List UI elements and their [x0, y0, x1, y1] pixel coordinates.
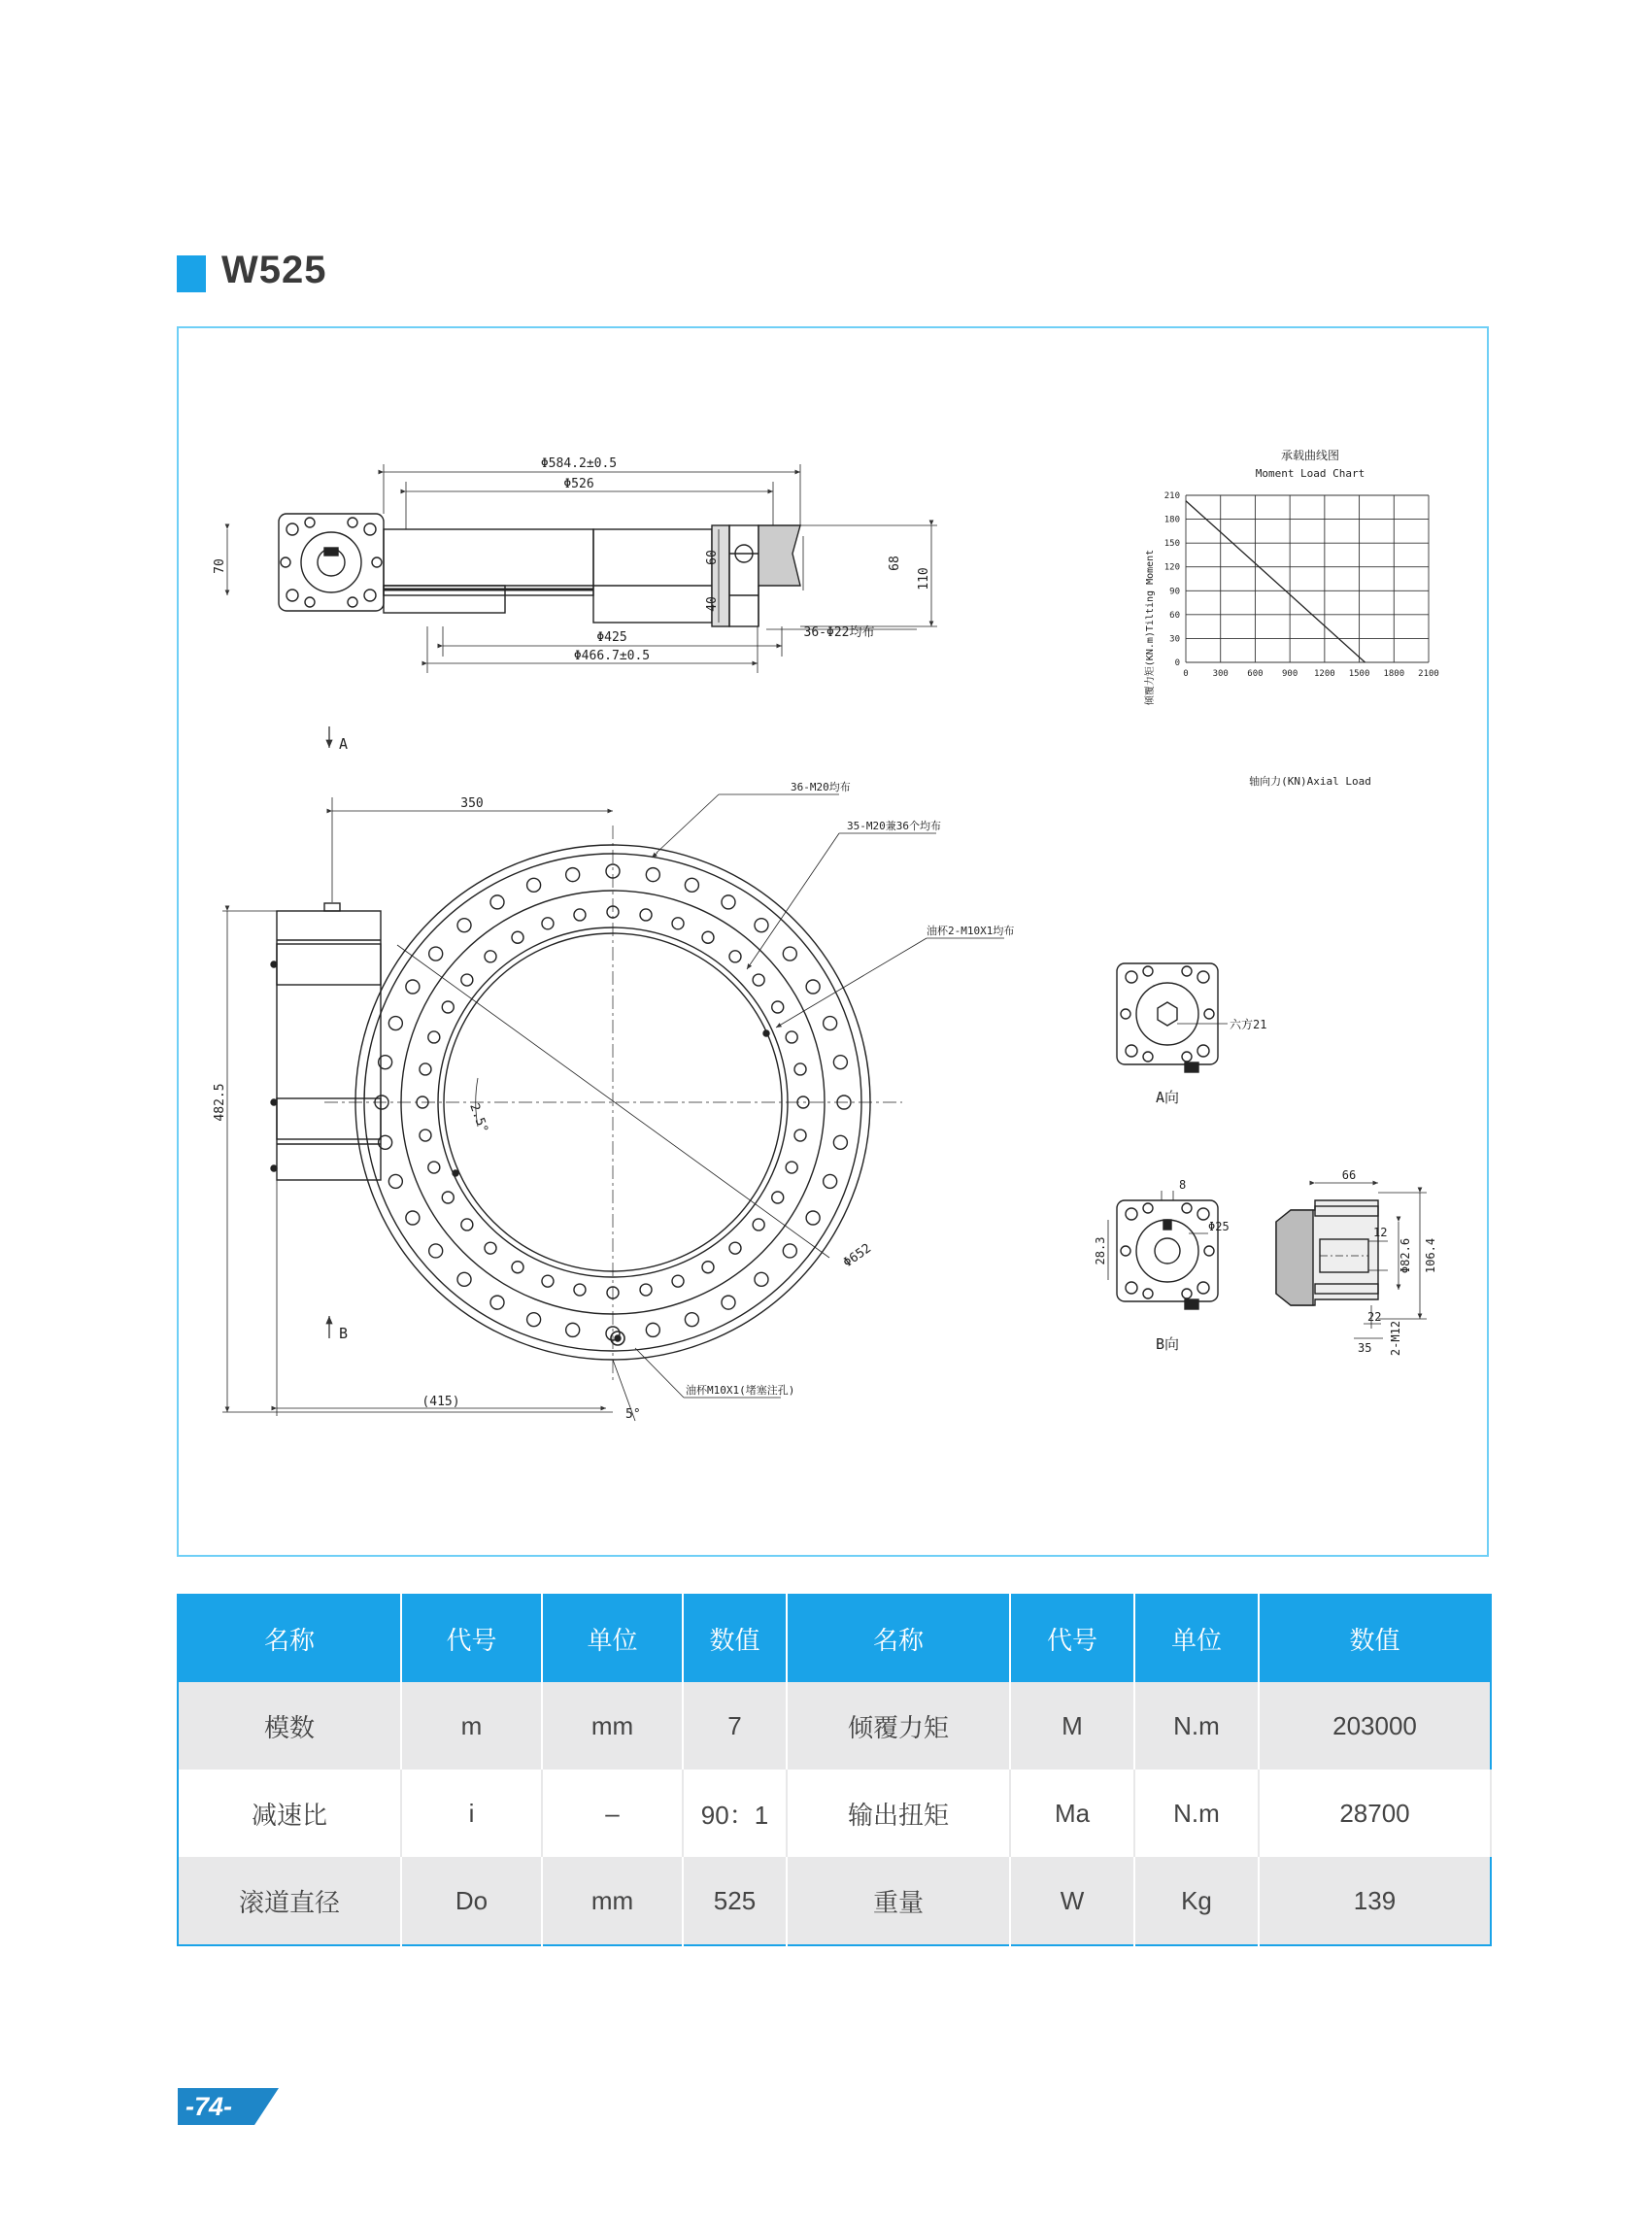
bolt-hole: [783, 1244, 796, 1258]
dim-8: 8: [1179, 1178, 1187, 1192]
table-cell: 重量: [787, 1857, 1010, 1945]
technical-drawing: [179, 328, 1491, 1559]
table-cell: 203000: [1259, 1682, 1491, 1770]
table-cell: 减速比: [178, 1770, 401, 1857]
table-cell: mm: [542, 1857, 683, 1945]
view-b: [1108, 1191, 1218, 1309]
table-cell: Do: [401, 1857, 542, 1945]
table-cell: 模数: [178, 1682, 401, 1770]
chart-title-cn: 承载曲线图: [1280, 449, 1340, 462]
table-cell: N.m: [1134, 1770, 1259, 1857]
note-36-d22: 36-Φ22均布: [803, 625, 875, 640]
bolt-hole: [640, 1284, 652, 1296]
note-35-m20: 35-M20兼36个均布: [847, 820, 941, 832]
moment-load-chart: [1143, 448, 1439, 788]
bolt-hole: [702, 1262, 714, 1273]
bolt-hole: [806, 980, 820, 994]
bolt-hole: [490, 895, 504, 909]
table-header-row: [178, 1595, 1491, 1682]
bolt-hole: [702, 931, 714, 943]
dim-110: 110: [917, 567, 931, 590]
dim-106-4: 106.4: [1424, 1237, 1437, 1274]
bolt-hole: [783, 947, 796, 961]
bolt-hole: [461, 974, 473, 986]
header-cell: 数值: [1259, 1595, 1491, 1682]
bolt-hole: [786, 1031, 797, 1043]
bolt-hole: [428, 1031, 440, 1043]
dim-35: 35: [1358, 1341, 1372, 1355]
bolt-hole: [527, 878, 541, 892]
table-cell: mm: [542, 1682, 683, 1770]
bolt-hole: [753, 1219, 764, 1230]
table-cell: 90：1: [683, 1770, 787, 1857]
table-cell: 滚道直径: [178, 1857, 401, 1945]
bolt-hole: [542, 1275, 554, 1287]
chart-title-en: Moment Load Chart: [1255, 467, 1365, 480]
chart-y-tick-label: 210: [1163, 491, 1180, 501]
chart-y-tick-label: 120: [1163, 562, 1180, 573]
bolt-hole: [574, 1284, 586, 1296]
bolt-hole: [824, 1017, 837, 1030]
label-b: B: [339, 1325, 349, 1342]
bolt-hole: [729, 951, 741, 962]
bolt-hole: [646, 868, 659, 882]
dim-415: (415): [421, 1395, 460, 1409]
chart-y-tick-label: 30: [1169, 634, 1180, 645]
table-cell: m: [401, 1682, 542, 1770]
view-a: [1117, 963, 1228, 1072]
chart-y-tick-label: 0: [1174, 658, 1180, 668]
bolt-hole: [388, 1017, 402, 1030]
bolt-hole: [406, 1211, 420, 1225]
bolt-hole: [806, 1211, 820, 1225]
bolt-hole: [685, 878, 698, 892]
dim-2-m12: 2-M12: [1389, 1320, 1402, 1357]
top-view: [227, 464, 937, 673]
chart-x-tick-label: 2100: [1418, 669, 1439, 679]
page-number: -74-: [185, 2092, 233, 2121]
bolt-hole: [755, 1272, 768, 1286]
table-cell: N.m: [1134, 1682, 1259, 1770]
dim-12: 12: [1373, 1226, 1388, 1239]
bolt-hole: [824, 1174, 837, 1188]
bolt-hole: [722, 895, 735, 909]
chart-x-tick-label: 300: [1212, 669, 1229, 679]
bolt-hole: [512, 1262, 523, 1273]
bolt-hole: [794, 1129, 806, 1141]
bolt-hole: [786, 1162, 797, 1173]
bolt-hole: [461, 1219, 473, 1230]
bolt-hole: [755, 919, 768, 932]
table-cell: Ma: [1010, 1770, 1134, 1857]
note-grease-1: 油杯M10X1(堵塞注孔): [686, 1384, 795, 1397]
bolt-hole: [485, 951, 496, 962]
bolt-hole: [672, 918, 684, 929]
header-cell: 单位: [1134, 1595, 1259, 1682]
chart-y-ticks: [1164, 491, 1180, 668]
dim-d82-6: Φ82.6: [1399, 1237, 1412, 1274]
table-cell: 7: [683, 1682, 787, 1770]
bolt-hole: [566, 1323, 580, 1336]
chart-y-tick-label: 60: [1169, 610, 1180, 621]
dim-28-3: 28.3: [1094, 1236, 1107, 1265]
bolt-hole: [442, 1192, 454, 1203]
label-a: A: [339, 735, 349, 753]
bolt-hole: [772, 1192, 784, 1203]
chart-y-label: 倾覆力矩(KN.m)Tilting Moment: [1145, 549, 1156, 706]
table-row: [178, 1857, 1491, 1945]
bolt-hole: [428, 1162, 440, 1173]
chart-x-label: 轴向力(KN)Axial Load: [1249, 775, 1371, 788]
bolt-hole: [420, 1063, 431, 1075]
chart-x-ticks: [1183, 669, 1439, 679]
table-cell: 139: [1259, 1857, 1491, 1945]
chart-x-tick-label: 900: [1282, 669, 1298, 679]
table-cell: i: [401, 1770, 542, 1857]
table-cell: 525: [683, 1857, 787, 1945]
table-cell: –: [542, 1770, 683, 1857]
page-number-badge: [178, 2088, 279, 2125]
table-row: [178, 1682, 1491, 1770]
angle-5: 5°: [625, 1407, 641, 1422]
bolt-hole: [457, 1272, 471, 1286]
table-cell: 28700: [1259, 1770, 1491, 1857]
caption-view-b: B向: [1155, 1335, 1180, 1353]
bolt-hole: [833, 1056, 847, 1069]
dim-22: 22: [1367, 1310, 1382, 1324]
dim-d425: Φ425: [596, 630, 627, 645]
table-cell: W: [1010, 1857, 1134, 1945]
dim-d466: Φ466.7±0.5: [573, 649, 651, 663]
chart-x-tick-label: 0: [1183, 669, 1189, 679]
table-cell: Kg: [1134, 1857, 1259, 1945]
bolt-hole: [457, 919, 471, 932]
table-row: [178, 1770, 1491, 1857]
bolt-hole: [833, 1135, 847, 1149]
chart-y-tick-label: 180: [1163, 515, 1180, 525]
note-grease-2: 油杯2-M10X1均布: [927, 925, 1015, 937]
bolt-hole: [527, 1313, 541, 1327]
header-cell: 数值: [683, 1595, 787, 1682]
chart-grid: [1186, 495, 1429, 662]
caption-view-a: A向: [1155, 1089, 1180, 1106]
bolt-hole: [566, 868, 580, 882]
note-36-m20: 36-M20均布: [791, 781, 851, 793]
bolt-hole: [574, 909, 586, 921]
bolt-hole: [420, 1129, 431, 1141]
bolt-hole: [485, 1242, 496, 1254]
bolt-hole: [685, 1313, 698, 1327]
chart-x-tick-label: 1800: [1383, 669, 1405, 679]
bolt-hole: [406, 980, 420, 994]
chart-y-tick-label: 150: [1163, 539, 1180, 550]
table-cell: 倾覆力矩: [787, 1682, 1010, 1770]
header-cell: 代号: [401, 1595, 542, 1682]
bolt-hole: [640, 909, 652, 921]
dim-68: 68: [888, 556, 902, 571]
dim-d25: Φ25: [1208, 1220, 1230, 1233]
table-cell: M: [1010, 1682, 1134, 1770]
dim-66: 66: [1341, 1168, 1357, 1182]
dim-d584: Φ584.2±0.5: [540, 456, 618, 471]
bolt-hole: [753, 974, 764, 986]
header-cell: 代号: [1010, 1595, 1134, 1682]
bolt-hole: [429, 1244, 443, 1258]
technical-drawing-frame: [177, 326, 1489, 1557]
bolt-hole: [388, 1174, 402, 1188]
chart-x-tick-label: 600: [1247, 669, 1264, 679]
dim-d526: Φ526: [563, 477, 594, 491]
bolt-hole: [646, 1323, 659, 1336]
header-cell: 单位: [542, 1595, 683, 1682]
bolt-hole: [772, 1001, 784, 1013]
bolt-hole: [442, 1001, 454, 1013]
dim-40: 40: [705, 596, 720, 612]
chart-x-tick-label: 1200: [1314, 669, 1335, 679]
bolt-hole: [542, 918, 554, 929]
dim-70: 70: [213, 558, 227, 574]
chart-y-tick-label: 90: [1169, 587, 1180, 597]
bolt-hole: [729, 1242, 741, 1254]
bolt-hole: [429, 947, 443, 961]
bolt-hole: [722, 1296, 735, 1309]
spec-table: [177, 1594, 1492, 1946]
dim-60: 60: [705, 550, 720, 565]
title-accent-block: [177, 255, 206, 292]
table-cell: 输出扭矩: [787, 1770, 1010, 1857]
label-hex-21: 六方21: [1230, 1018, 1267, 1031]
page-title: W525: [221, 249, 327, 291]
bolt-hole: [512, 931, 523, 943]
header-cell: 名称: [178, 1595, 401, 1682]
header-cell: 名称: [787, 1595, 1010, 1682]
bolt-hole: [490, 1296, 504, 1309]
angle-2-5: 2.5°: [466, 1101, 491, 1135]
chart-x-tick-label: 1500: [1348, 669, 1370, 679]
bolt-hole: [794, 1063, 806, 1075]
dim-482-5: 482.5: [213, 1083, 227, 1122]
bolt-hole: [672, 1275, 684, 1287]
dim-350: 350: [460, 796, 484, 811]
dim-d652: Φ652: [840, 1241, 874, 1271]
